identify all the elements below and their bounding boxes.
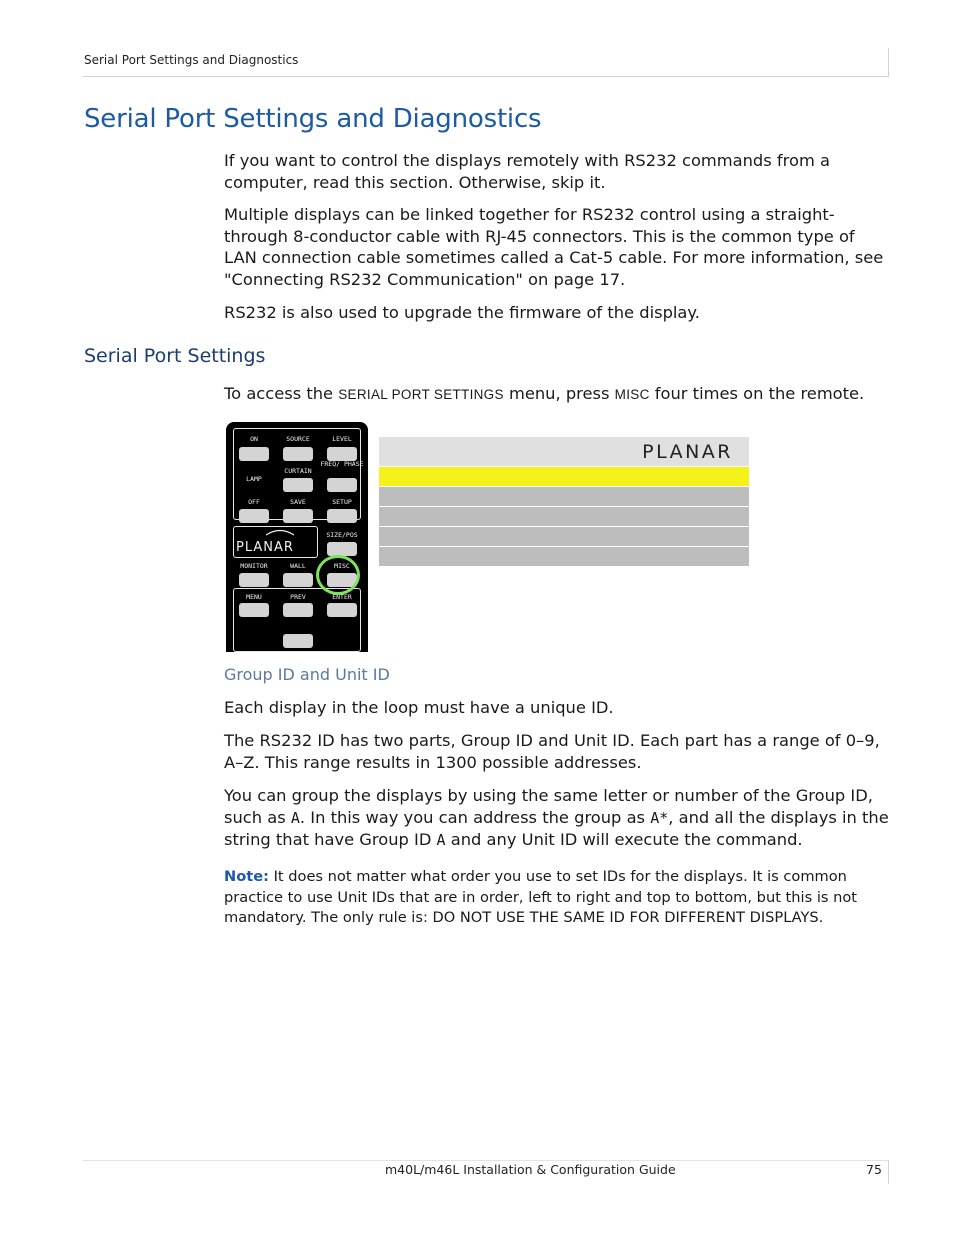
running-header-title: Serial Port Settings and Diagnostics: [84, 53, 299, 67]
footer-separator: [888, 1160, 889, 1184]
access-instruction: To access the SERIAL PORT SETTINGS menu, press MISC four times on the remote.: [224, 384, 865, 403]
remote-label: ENTER: [332, 593, 352, 601]
remote-control-image: [226, 422, 368, 652]
remote-button-monitor: [239, 573, 269, 587]
remote-button-prev: [283, 603, 313, 617]
remote-label: LAMP: [246, 475, 262, 483]
osd-menu-row: [379, 527, 749, 546]
remote-button-save: [283, 509, 313, 523]
section-heading-serial-port-settings: Serial Port Settings: [84, 345, 266, 367]
remote-label: OFF: [248, 498, 260, 506]
code-group-id: A: [436, 831, 446, 850]
remote-label: MISC: [334, 562, 350, 570]
remote-button-size-pos: [327, 542, 357, 556]
remote-label: FREQ/ PHASE: [320, 460, 364, 468]
code-group-wildcard: A*: [650, 808, 669, 827]
misc-highlight-ring: [316, 555, 360, 595]
remote-button-enter: [327, 603, 357, 617]
remote-label: PREV: [290, 593, 306, 601]
code-group-id: A: [290, 808, 300, 827]
osd-menu-image: [379, 437, 749, 566]
intro-paragraph-1: If you want to control the displays remotely with RS232 commands from a computer, read this section. Otherwise, skip it.: [224, 151, 830, 192]
intro-paragraph-2: Multiple displays can be linked together for RS232 control using a straight-through 8-conductor cable with RJ-45 connectors. This is the common type of LAN connection cable sometimes called a Cat-5 cable. For more information, see "Connecting RS232 Communication" on page 17.: [224, 205, 884, 290]
note-label: Note:: [224, 868, 269, 885]
remote-label: CURTAIN: [284, 467, 312, 475]
footer-guide-title: m40L/m46L Installation & Configuration Guide: [385, 1162, 676, 1177]
body-paragraph-3: You can group the displays by using the same letter or number of the Group ID, such as A. In this way you can address the group as A*, and all the displays in the string that have Group ID A and any Unit ID will execute the command.: [224, 786, 889, 850]
remote-button-down: [283, 634, 313, 648]
body-paragraph-1: Each display in the loop must have a unique ID.: [224, 698, 614, 717]
page-title: Serial Port Settings and Diagnostics: [84, 104, 542, 134]
remote-button-freq-phase: [327, 478, 357, 492]
body-paragraph-2: The RS232 ID has two parts, Group ID and Unit ID. Each part has a range of 0–9, A–Z. This range results in 1300 possible addresses.: [224, 731, 880, 772]
osd-menu-title-bar: [379, 437, 749, 466]
running-header: [83, 48, 889, 77]
osd-menu-row: [379, 547, 749, 566]
remote-label: MONITOR: [240, 562, 268, 570]
osd-menu-row-selected: [379, 467, 749, 486]
remote-label: SAVE: [290, 498, 306, 506]
osd-menu-row: [379, 507, 749, 526]
footer-divider: [83, 1160, 889, 1161]
remote-button-curtain: [283, 478, 313, 492]
remote-button-off: [239, 509, 269, 523]
remote-label: SETUP: [332, 498, 352, 506]
remote-label: LEVEL: [332, 435, 352, 443]
remote-label: ON: [250, 435, 258, 443]
menu-name: SERIAL PORT SETTINGS: [338, 387, 504, 402]
page-number: 75: [866, 1162, 882, 1177]
osd-menu-logo: PLANAR: [642, 441, 733, 463]
key-name: MISC: [614, 387, 650, 402]
remote-label: MENU: [246, 593, 262, 601]
remote-button-source: [283, 447, 313, 461]
remote-logo-arc-icon: [264, 526, 296, 536]
subsection-heading-group-id: Group ID and Unit ID: [224, 665, 390, 684]
intro-paragraph-3: RS232 is also used to upgrade the firmware of the display.: [224, 303, 700, 322]
note-text: It does not matter what order you use to set IDs for the displays. It is common practice to use Unit IDs that are in order, left to right and top to bottom, but this is not mandatory. The only rule is: DO NOT USE THE SAME ID FOR DIFFERENT DISPLAYS.: [224, 868, 858, 926]
osd-menu-row: [379, 487, 749, 506]
remote-button-wall: [283, 573, 313, 587]
remote-label: SIZE/POS: [326, 531, 358, 539]
remote-button-level: [327, 447, 357, 461]
remote-button-setup: [327, 509, 357, 523]
remote-label: WALL: [290, 562, 306, 570]
remote-logo: PLANAR: [236, 540, 294, 555]
note-paragraph: [224, 867, 890, 929]
remote-button-menu: [239, 603, 269, 617]
remote-button-on: [239, 447, 269, 461]
remote-label: SOURCE: [286, 435, 310, 443]
